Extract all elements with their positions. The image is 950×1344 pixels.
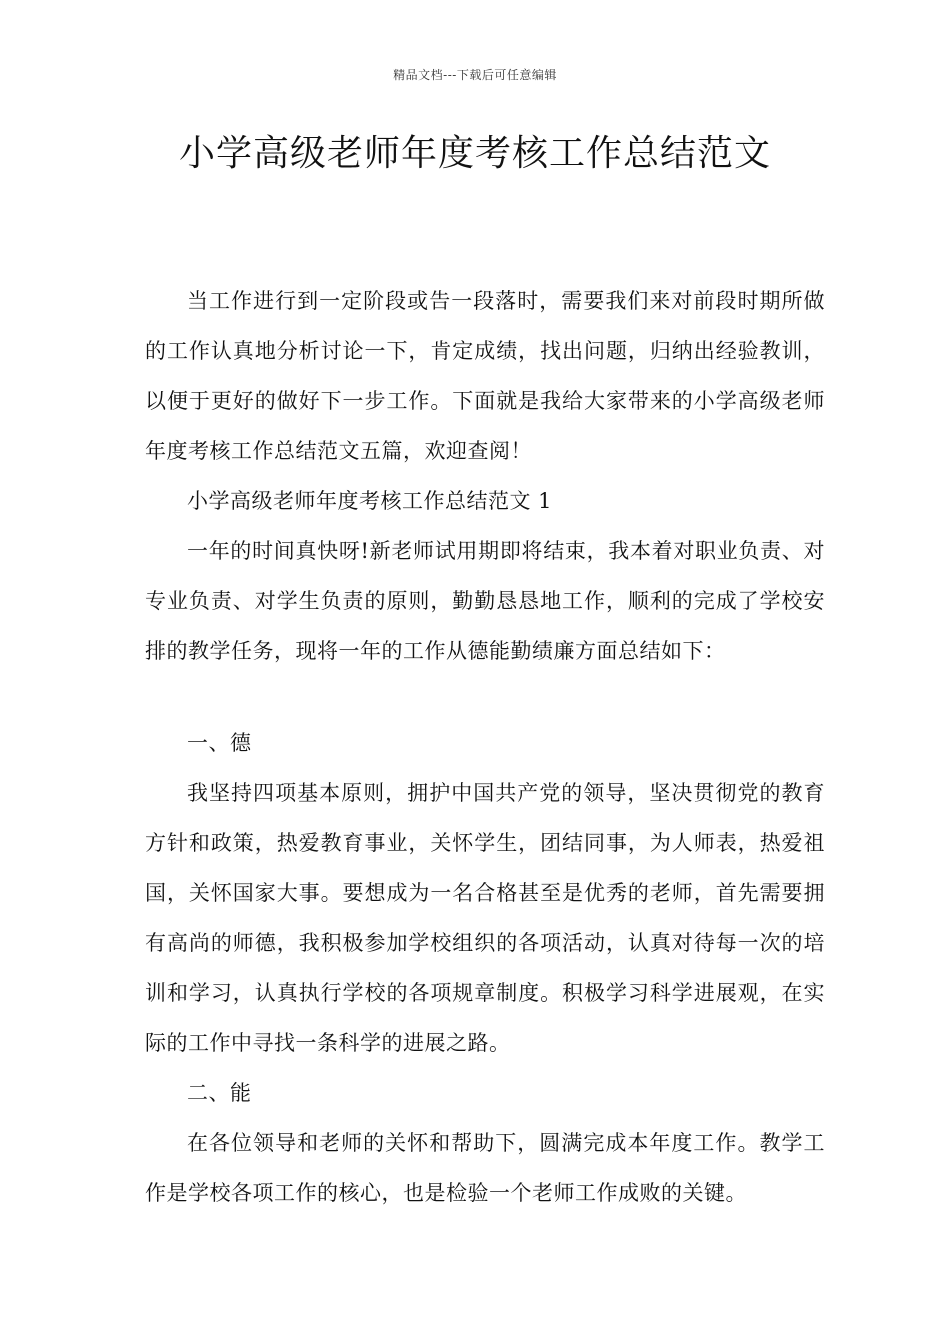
- body-paragraph-3: 在各位领导和老师的关怀和帮助下，圆满完成本年度工作。教学工作是学校各项工作的核心，也是检验一个老师工作成败的关键。: [145, 1131, 825, 1205]
- document-title: 小学高级老师年度考核工作总结范文: [178, 133, 771, 174]
- body-paragraph-2: 我坚持四项基本原则，拥护中国共产党的领导，坚决贯彻党的教育方针和政策，热爱教育事业，关怀学生，团结同事，为人师表，热爱祖国，关怀国家大事。要想成为一名合格甚至是优秀的老师，首先需要拥有高尚的师德，我积极参加学校组织的各项活动，认真对待每一次的培训和学习，认真执行学校的各项规章制度。积极学习科学进展观，在实际的工作中寻找一条科学的进展之路。: [145, 781, 825, 1055]
- section-heading-de: 一、德: [187, 731, 252, 755]
- document-body: [145, 276, 825, 1218]
- section-heading-neng: 二、能: [187, 1081, 252, 1105]
- paragraph-gap: [145, 676, 825, 718]
- body-paragraph-1: 一年的时间真快呀!新老师试用期即将结束，我本着对职业负责、对专业负责、对学生负责的原则，勤勤恳恳地工作，顺利的完成了学校安排的教学任务，现将一年的工作从德能勤绩廉方面总结如下：: [145, 539, 825, 663]
- header-note: 精品文档---下载后可任意编辑: [393, 68, 557, 82]
- subtitle-paragraph: 小学高级老师年度考核工作总结范文 1: [187, 489, 553, 513]
- intro-paragraph: 当工作进行到一定阶段或告一段落时，需要我们来对前段时期所做的工作认真地分析讨论一下，肯定成绩，找出问题，归纳出经验教训，以便于更好的做好下一步工作。下面就是我给大家带来的小学高级老师年度考核工作总结范文五篇，欢迎查阅！: [145, 289, 825, 463]
